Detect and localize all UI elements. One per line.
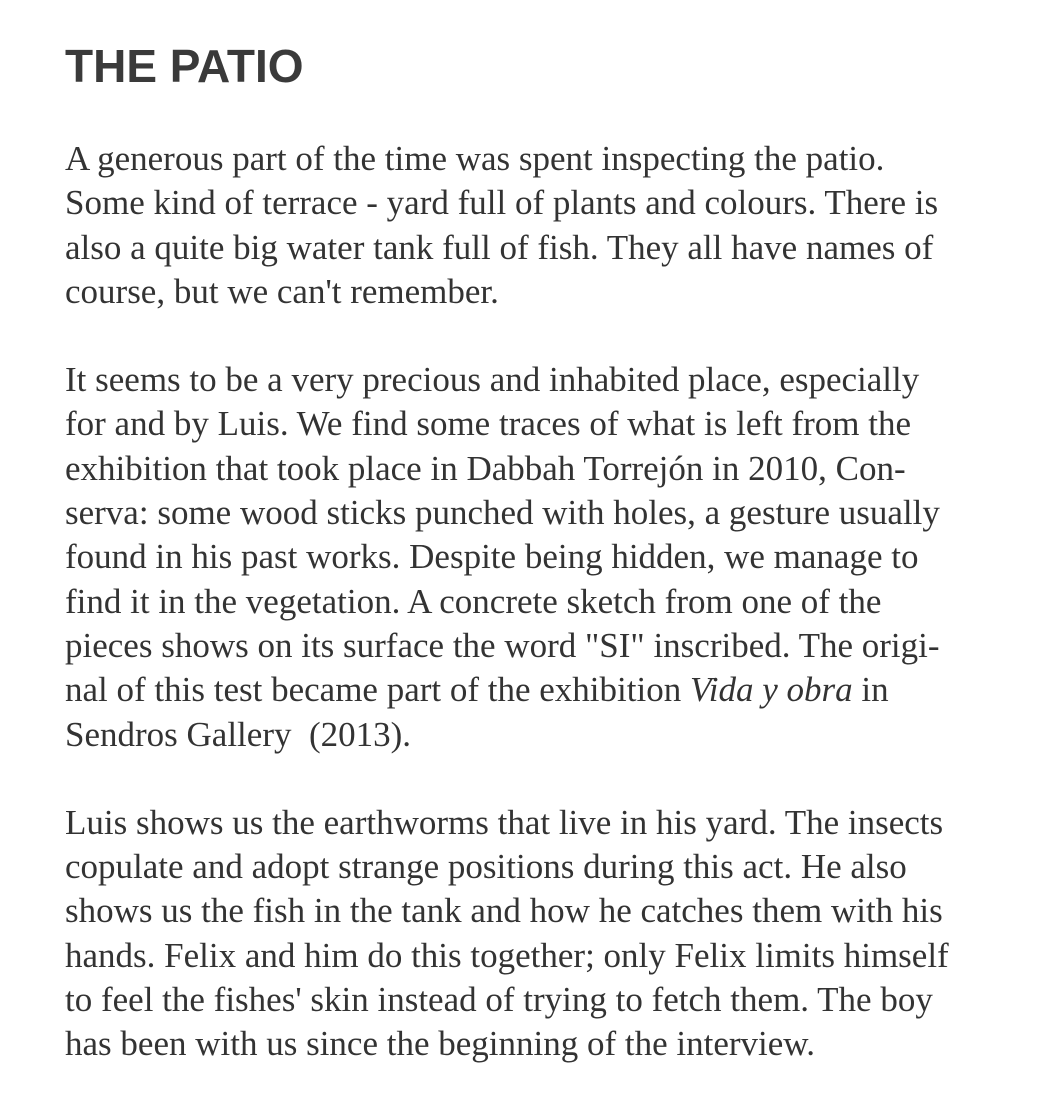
- text-line: shows us the fish in the tank and how he catches them with his: [65, 891, 943, 931]
- article-body: [65, 137, 1025, 1067]
- text-line: exhibition that took place in Dabbah Torrejón in 2010, Con-: [65, 448, 906, 488]
- text-line: A generous part of the time was spent inspecting the patio.: [65, 139, 885, 178]
- text-line: It seems to be a very precious and inhabited place, especially: [65, 360, 920, 400]
- text-line: to feel the fishes' skin instead of trying to fetch them. The boy: [65, 980, 933, 1020]
- text-line: hands. Felix and him do this together; only Felix limits himself: [65, 935, 949, 975]
- text-line: for and by Luis. We find some traces of what is left from the: [65, 404, 912, 444]
- text-line: course, but we can't remember.: [65, 271, 499, 311]
- exhibition-title: Vida y obra: [689, 670, 853, 710]
- text-line: serva: some wood sticks punched with holes, a gesture usually: [65, 493, 940, 533]
- text-line: copulate and adopt strange positions during this act. He also: [65, 847, 907, 887]
- page-title: THE PATIO: [65, 40, 304, 92]
- text-segment: in: [852, 670, 889, 710]
- paragraph-2: [65, 358, 1025, 757]
- paragraph-3: [65, 801, 1025, 1067]
- text-line: pieces shows on its surface the word "SI" inscribed. The origi-: [65, 625, 940, 665]
- text-segment: nal of this test became part of the exhibition: [65, 670, 690, 710]
- document-page: [65, 0, 1025, 1067]
- text-line: also a quite big water tank full of fish. They all have names of: [65, 227, 934, 267]
- text-line: find it in the vegetation. A concrete sketch from one of the: [65, 581, 882, 621]
- text-line: has been with us since the beginning of the interview.: [65, 1024, 816, 1064]
- text-line: [65, 668, 1025, 712]
- text-line: Some kind of terrace - yard full of plants and colours. There is: [65, 183, 939, 223]
- text-line: Luis shows us the earthworms that live in his yard. The insects: [65, 802, 944, 842]
- text-line: Sendros Gallery (2013).: [65, 714, 412, 754]
- text-line: found in his past works. Despite being hidden, we manage to: [65, 537, 919, 577]
- paragraph-1: [65, 137, 1025, 314]
